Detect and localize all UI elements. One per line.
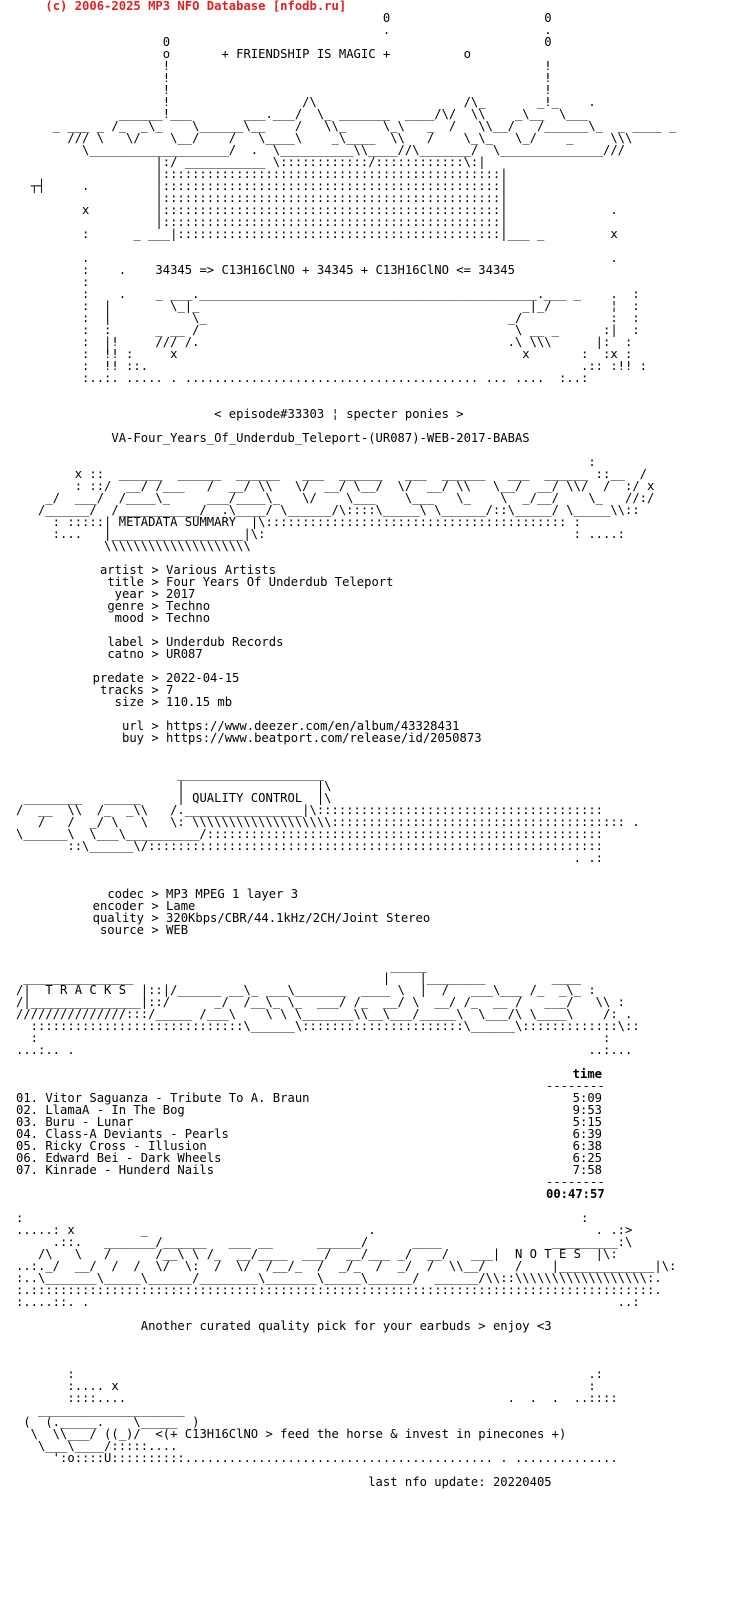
title-value: Four Years Of Underdub Teleport <box>166 575 394 589</box>
track-time: 6:38 <box>572 1139 602 1153</box>
tracks-label: tracks <box>99 683 144 697</box>
metadata-banner-art: : x :: ______ ______ ______ ___ ______ ___ ______ ___ ______ ::__ / : ::/ __/ /___ / __/ \\ \/ __/ \__/ \/ __/ \\ \__/ __/ \\/ / :/ x _/ ___/ /____\_ ___/____\_ \/ \___ \___ \_ \ _/__/ \_ //:/ /______/ /___________/ .\____/ \______/\::::\_____\ \______/::\_____/ \_____\\:: : :::::| METADATA SUMMARY |\::::::::::::::::::::::::::::::::::::::::: : :... |__________________|\: : ....: \\\\\\\\\\\\\\\\\\\\ <box>38 455 655 553</box>
label-value: Underdub Records <box>166 635 284 649</box>
meta-row-size: size > 110.15 mb <box>16 696 676 708</box>
meta-row-tracks: tracks > 7 <box>16 684 676 696</box>
release-line <box>16 432 676 444</box>
predate-value: 2022-04-15 <box>166 671 240 685</box>
quality-row-codec: codec > MP3 MPEG 1 layer 3 <box>16 888 676 900</box>
tracks-banner-art: _____ _______________ | |________ ____ /| T R A C K S |::|/______ __\_ ___\_______ ____ \ | / ___\___ /_ _\_ : /|_______________|::/ _/ /__\_ \_ ___/ /_ __/ \ __/ /_ __ / ___/ \\ : ///////////////:::/_____ /___\ \ \ \_______\\__\___/_____\ \___/\ \____\ /: . :::::::::::::::::::::::::::::\______\::::::::::::::::::::::\______\:::::::::::::\:: : : ...:.. . ..:... <box>16 959 640 1057</box>
quality-banner-art: ____________________ | |\ ________ _____ | QUALITY CONTROL |\ / __ \\ /_ _\\ /.________________|\::::::::::::::::::::::::::::::::::::::: / / _/ \ \ \: \\\\\\\\\\\\\\\\\\\:::::::::::::::::::::::::::::::::::::::: . \______\ \___\__________/:::::::::::::::::::::::::::::::::::::::::::::::::::::: ::\______\/:::::::::::::::::::::::::::::::::::::::::::::::::::::::::::::: . .: <box>16 767 640 865</box>
quality-section-title: QUALITY CONTROL <box>192 791 303 805</box>
meta-row-predate: predate > 2022-04-15 <box>16 672 676 684</box>
url-label: url <box>121 719 144 733</box>
meta-row-url: url > https://www.deezer.com/en/album/43328431 <box>16 720 676 732</box>
meta-row-mood: mood > Techno <box>16 612 676 624</box>
nfo-document <box>16 0 676 1488</box>
copyright-text: (c) 2006-2025 MP3 NFO Database [nfodb.ru] <box>45 0 347 13</box>
notes-text: Another curated quality pick for your earbuds > enjoy <3 <box>140 1319 552 1333</box>
last-update-line <box>16 1476 676 1488</box>
catno-value: UR087 <box>166 647 203 661</box>
header-ascii-art: 0 0 . . 0 0 o + FRIENDSHIP IS MAGIC + o ! ! ! ! ! ! ! /\ /\_ _!_ . ______!___ ___.___/ \_ _______ ____/\/ \\ _\__ \___ _ ___ _ /_ _\_ \______\__ / \\_ \_\ _ / \\__/ /______\_ _ ____ _ /// \ \/ \__/ / \____\ _\____ \\ / \_\_ \_/ _ \\\ \___________________/ . \__________\\____//\_______/ \______________/// |:/ ___________ \::::::::::::/::::::::::::\:| |::::::::::::::::::::::::::::::::::::::::::::::| ┬┤ . |::::::::::::::::::::::::::::::::::::::::::::::| |::::::::::::::::::::::::::::::::::::::::::::::| x |::::::::::::::::::::::::::::::::::::::::::::::| . |::::::::::::::::::::::::::::::::::::::::::::::| : _ ___|::::::::::::::::::::::::::::::::::::::::::::|___ _ x . . : . 34345 => C13H16ClNO + 34345 + C13H16ClNO <= 34345 : : . _ ___.______________________________________________.___ _ . : : | \_|_ _|_/ ¦ : : | \_ _/ : : : : _ __ / \ __ _ :| : : |! /// /. .\ \\\ |: : : !! : x x : :x : : !! ::. .:: :!! : :..:. ..... . ........................................ ... .... :..: <box>30 11 677 385</box>
deezer-link[interactable]: https://www.deezer.com/en/album/43328431 <box>166 719 460 733</box>
tagline: + FRIENDSHIP IS MAGIC + <box>221 47 391 61</box>
catno-label: catno <box>107 647 144 661</box>
meta-row-title: title > Four Years Of Underdub Teleport <box>16 576 676 588</box>
meta-row-catno: catno > UR087 <box>16 648 676 660</box>
quality-row-quality: quality > 320Kbps/CBR/44.1kHz/2CH/Joint Stereo <box>16 912 676 924</box>
beatport-link[interactable]: https://www.beatport.com/release/id/2050873 <box>166 731 482 745</box>
year-value: 2017 <box>166 587 196 601</box>
meta-row-year: year > 2017 <box>16 588 676 600</box>
tracks-section-title: T R A C K S <box>45 983 127 997</box>
track-name: 02. LlamaA - In The Bog <box>16 1103 185 1117</box>
last-update: last nfo update: 20220405 <box>368 1475 552 1489</box>
track-time: 5:15 <box>572 1115 602 1129</box>
codec-label: codec <box>107 887 144 901</box>
meta-row-buy: buy > https://www.beatport.com/release/id/2050873 <box>16 732 676 744</box>
encoder-label: encoder <box>92 899 144 913</box>
formula-line: 34345 => C13H16ClNO + 34345 + C13H16ClNO <= 34345 <box>155 263 515 277</box>
genre-label: genre <box>107 599 144 613</box>
release-name: VA-Four_Years_Of_Underdub_Teleport-(UR087)-WEB-2017-BABAS <box>111 431 530 445</box>
quality-label: quality <box>92 911 144 925</box>
track-time: 6:39 <box>572 1127 602 1141</box>
encoder-value: Lame <box>166 899 196 913</box>
meta-row-label: label > Underdub Records <box>16 636 676 648</box>
source-label: source <box>99 923 144 937</box>
metadata-section-title: METADATA SUMMARY <box>118 515 237 529</box>
codec-value: MP3 MPEG 1 layer 3 <box>166 887 299 901</box>
size-label: size <box>114 695 144 709</box>
artist-label: artist <box>99 563 144 577</box>
track-time: 9:53 <box>572 1103 602 1117</box>
predate-label: predate <box>92 671 144 685</box>
track-name: 03. Buru - Lunar <box>16 1115 134 1129</box>
track-name: 07. Kinrade - Hunderd Nails <box>16 1163 215 1177</box>
quality-row-source: source > WEB <box>16 924 676 936</box>
quality-row-encoder: encoder > Lame <box>16 900 676 912</box>
notes-banner-art: : : .....: x _ . . .:> .::. _______/______ ___ __ ______/ ____ _________:\ /\ \ / /__\ \ /_ __/____ ___/ __/___ _/ __/ ___| N O T E S |\: ..:._/ __/ / / \/ \: / \/ /__/_ / _/_ / _/ / \\__/ / |_____________|\: :..\_______\_____\______/________\_______\_____\______/ ______/\\::\\\\\\\\\\\\\\\\\\:. :.:::::::::::::::::::::::::::::::::::::::::::::::::::::::::::::::::::::::::::::::::::::. :....::. . ..: <box>16 1211 677 1309</box>
track-name: 04. Class-A Deviants - Pearls <box>16 1127 229 1141</box>
mood-label: mood <box>114 611 144 625</box>
year-label: year <box>114 587 144 601</box>
track-time: 5:09 <box>572 1091 602 1105</box>
track-time: 7:58 <box>572 1163 602 1177</box>
buy-label: buy <box>121 731 144 745</box>
track-name: 01. Vitor Saguanza - Tribute To A. Braun <box>16 1091 310 1105</box>
source-value: WEB <box>166 923 189 937</box>
size-value: 110.15 mb <box>166 695 233 709</box>
tracks-value: 7 <box>166 683 174 697</box>
time-rule-bottom: -------- <box>546 1175 605 1189</box>
quality-value: 320Kbps/CBR/44.1kHz/2CH/Joint Stereo <box>166 911 431 925</box>
meta-row-genre: genre > Techno <box>16 600 676 612</box>
artist-value: Various Artists <box>166 563 277 577</box>
track-name: 06. Edward Bei - Dark Wheels <box>16 1151 222 1165</box>
meta-row-artist: artist > Various Artists <box>16 564 676 576</box>
label-label: label <box>107 635 144 649</box>
notes-line <box>16 1320 676 1332</box>
total-time: 00:47:57 <box>546 1187 605 1201</box>
notes-section-title: N O T E S <box>514 1247 581 1261</box>
time-column-header: time <box>572 1067 602 1081</box>
track-name: 05. Ricky Cross - Illusion <box>16 1139 207 1153</box>
time-rule-top: -------- <box>546 1079 605 1093</box>
footer-horse-art: : .: :.... x : ::::.... . . . ..:::: ____________________ ( (._____. \_____ ) \ \\___/ ((_)/ <(+ C13H16ClNO > feed the horse & invest in pinecones +) \___\____/:::::.... ':o::::U::::::::::.......................................... . .............. <box>23 1367 618 1465</box>
mood-value: Techno <box>166 611 211 625</box>
horse-line: <(+ C13H16ClNO > feed the horse & invest in pinecones +) <box>155 1427 567 1441</box>
title-label: title <box>107 575 144 589</box>
track-time: 6:25 <box>572 1151 602 1165</box>
genre-value: Techno <box>166 599 211 613</box>
tracks-total <box>16 1188 676 1200</box>
episode-text: < episode#33303 ¦ specter ponies > <box>214 407 464 421</box>
episode-line <box>16 408 676 420</box>
